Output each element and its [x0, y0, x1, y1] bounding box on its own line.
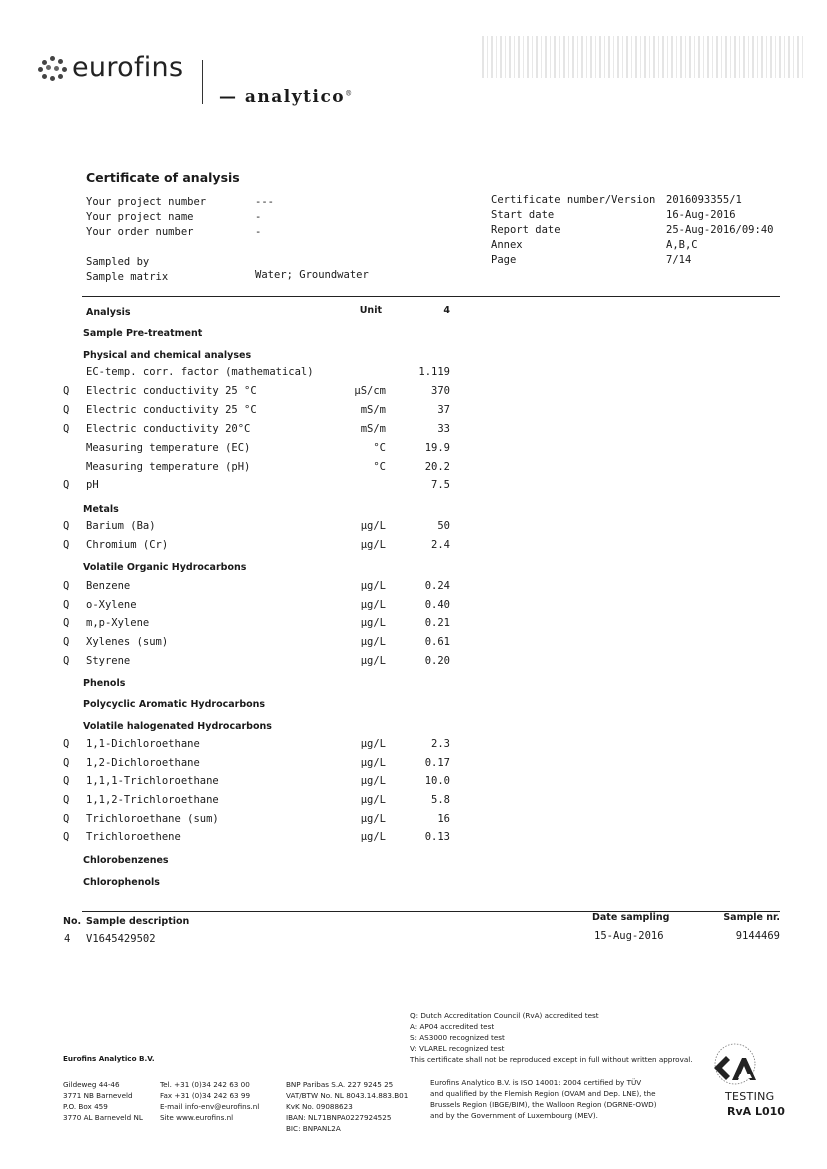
table-row: [0, 404, 827, 422]
parameter-value: 0.24: [424, 580, 450, 592]
rva-code: RvA L010: [727, 1105, 785, 1118]
address-line: 3771 NB Barneveld: [63, 1091, 133, 1100]
company-name: Eurofins Analytico B.V.: [63, 1054, 155, 1063]
project-values: [255, 195, 274, 240]
footer-address: [63, 1079, 143, 1123]
parameter-name: Trichloroethane (sum): [86, 813, 219, 825]
address-line: Gildeweg 44-46: [63, 1080, 120, 1089]
section-phenols: Phenols: [83, 678, 126, 689]
project-number-label: Your project number: [86, 196, 207, 208]
parameter-unit: mS/m: [360, 423, 386, 435]
parameter-unit: µg/L: [360, 831, 386, 843]
accreditation-mark: Q: [63, 539, 70, 551]
parameter-value: 2.4: [431, 539, 450, 551]
legend-v: V: VLAREL recognized test: [410, 1044, 505, 1053]
parameter-value: 0.13: [424, 831, 450, 843]
parameter-value: 10.0: [424, 775, 450, 787]
sub-brand-text: — analytico: [219, 87, 346, 107]
parameter-value: 16: [437, 813, 450, 825]
table-row: [0, 580, 827, 598]
table-row: [0, 636, 827, 654]
table-row: [0, 479, 827, 497]
table-row: [0, 738, 827, 756]
parameter-name: Styrene: [86, 655, 131, 667]
table-row: [0, 617, 827, 635]
legend-s: S: AS3000 recognized test: [410, 1033, 505, 1042]
parameter-unit: °C: [373, 442, 386, 454]
footer-bank: [286, 1079, 408, 1134]
start-date-label: Start date: [491, 209, 555, 221]
accreditation-mark: Q: [63, 385, 70, 397]
certificate-number-value: 2016093355/1: [666, 194, 742, 206]
section-chlorobenzenes: Chlorobenzenes: [83, 855, 169, 866]
sample-no-value: 4: [64, 933, 71, 945]
parameter-unit: µg/L: [360, 757, 386, 769]
parameter-name: Electric conductivity 20°C: [86, 423, 251, 435]
order-number-value: -: [255, 226, 262, 238]
parameter-name: 1,1,1-Trichloroethane: [86, 775, 219, 787]
page-label: Page: [491, 254, 517, 266]
table-end-rule: [82, 911, 780, 912]
section-voc: Volatile Organic Hydrocarbons: [83, 562, 247, 573]
bank-line: VAT/BTW No. NL 8043.14.883.B01: [286, 1091, 409, 1100]
parameter-name: Chromium (Cr): [86, 539, 169, 551]
certificate-values: [666, 193, 773, 268]
sample-description-header: Sample description: [86, 916, 190, 927]
table-row: [0, 520, 827, 538]
parameter-value: 50: [437, 520, 450, 532]
table-row: [0, 423, 827, 441]
legend-q: Q: Dutch Accreditation Council (RvA) accredited test: [410, 1011, 599, 1020]
parameter-value: 0.17: [424, 757, 450, 769]
annex-value: A,B,C: [666, 239, 698, 251]
report-date-label: Report date: [491, 224, 561, 236]
order-number-label: Your order number: [86, 226, 194, 238]
header-rule: [82, 296, 780, 297]
contact-line: Site www.eurofins.nl: [160, 1113, 234, 1122]
parameter-name: Benzene: [86, 580, 131, 592]
accreditation-mark: Q: [63, 479, 70, 491]
accreditation-mark: Q: [63, 599, 70, 611]
parameter-value: 19.9: [424, 442, 450, 454]
table-row: [0, 775, 827, 793]
start-date-value: 16-Aug-2016: [666, 209, 736, 221]
parameter-name: 1,1-Dichloroethane: [86, 738, 200, 750]
accreditation-mark: Q: [63, 831, 70, 843]
parameter-unit: °C: [373, 461, 386, 473]
contact-line: Fax +31 (0)34 242 63 99: [160, 1091, 251, 1100]
accreditation-mark: Q: [63, 794, 70, 806]
parameter-value: 33: [437, 423, 450, 435]
sample-nr-header: Sample nr.: [723, 912, 780, 923]
parameter-unit: mS/m: [360, 404, 386, 416]
certificate-number-label: Certificate number/Version: [491, 194, 656, 206]
parameter-value: 0.61: [424, 636, 450, 648]
parameter-value: 2.3: [431, 738, 450, 750]
accreditation-mark: Q: [63, 655, 70, 667]
parameter-name: o-Xylene: [86, 599, 137, 611]
accreditation-mark: Q: [63, 757, 70, 769]
table-row: [0, 366, 827, 384]
registered-mark: ®: [345, 89, 354, 98]
accreditation-mark: Q: [63, 813, 70, 825]
sample-fields: [86, 255, 168, 285]
bank-line: KvK No. 09088623: [286, 1102, 353, 1111]
project-number-value: ---: [255, 196, 274, 208]
address-line: P.O. Box 459: [63, 1102, 108, 1111]
parameter-name: Trichloroethene: [86, 831, 181, 843]
parameter-name: 1,2-Dichloroethane: [86, 757, 200, 769]
sample-column-header: 4: [443, 305, 450, 316]
accreditation-mark: Q: [63, 520, 70, 532]
footer-certification: [430, 1077, 657, 1121]
parameter-value: 20.2: [424, 461, 450, 473]
parameter-value: 1.119: [418, 366, 450, 378]
rva-logo-icon: [700, 1042, 770, 1090]
parameter-name: Measuring temperature (EC): [86, 442, 251, 454]
table-row: [0, 813, 827, 831]
parameter-value: 5.8: [431, 794, 450, 806]
parameter-unit: µg/L: [360, 580, 386, 592]
parameter-unit: µg/L: [360, 794, 386, 806]
section-physical: Physical and chemical analyses: [83, 350, 252, 361]
parameter-name: Barium (Ba): [86, 520, 156, 532]
table-row: [0, 655, 827, 673]
rva-testing-label: TESTING: [725, 1090, 775, 1103]
parameter-value: 0.20: [424, 655, 450, 667]
parameter-name: EC-temp. corr. factor (mathematical): [86, 366, 314, 378]
parameter-value: 0.21: [424, 617, 450, 629]
table-row: [0, 539, 827, 557]
project-name-value: -: [255, 211, 262, 223]
table-row: [0, 794, 827, 812]
section-pah: Polycyclic Aromatic Hydrocarbons: [83, 699, 266, 710]
contact-line: Tel. +31 (0)34 242 63 00: [160, 1080, 250, 1089]
certification-line: and by the Government of Luxembourg (MEV).: [430, 1111, 598, 1120]
parameter-value: 7.5: [431, 479, 450, 491]
annex-label: Annex: [491, 239, 523, 251]
parameter-value: 37: [437, 404, 450, 416]
sample-description-value: V1645429502: [86, 933, 156, 945]
reproduction-note: This certificate shall not be reproduced except in full without written approval.: [410, 1055, 693, 1064]
accreditation-mark: Q: [63, 423, 70, 435]
table-row: [0, 442, 827, 460]
table-row: [0, 757, 827, 775]
unit-column-header: Unit: [359, 305, 382, 316]
parameter-name: pH: [86, 479, 99, 491]
section-metals: Metals: [83, 504, 119, 515]
accreditation-mark: Q: [63, 775, 70, 787]
parameter-unit: µg/L: [360, 813, 386, 825]
parameter-unit: µg/L: [360, 636, 386, 648]
legend-a: A: AP04 accredited test: [410, 1022, 495, 1031]
parameter-value: 0.40: [424, 599, 450, 611]
sub-brand: [219, 87, 354, 107]
parameter-unit: µg/L: [360, 655, 386, 667]
address-line: 3770 AL Barneveld NL: [63, 1113, 143, 1122]
accreditation-mark: Q: [63, 580, 70, 592]
accreditation-mark: Q: [63, 404, 70, 416]
sample-no-header: No.: [63, 916, 82, 927]
section-pretreatment: Sample Pre-treatment: [83, 328, 203, 339]
parameter-name: Electric conductivity 25 °C: [86, 404, 257, 416]
parameter-unit: µg/L: [360, 599, 386, 611]
parameter-unit: µg/L: [360, 520, 386, 532]
parameter-name: Electric conductivity 25 °C: [86, 385, 257, 397]
bank-line: BIC: BNPANL2A: [286, 1124, 341, 1133]
sample-matrix-label: Sample matrix: [86, 271, 169, 283]
eurofins-logo-icon: [38, 56, 68, 82]
sampled-by-label: Sampled by: [86, 256, 150, 268]
accreditation-mark: Q: [63, 617, 70, 629]
footer-contact: [160, 1079, 259, 1123]
parameter-unit: µS/cm: [354, 385, 386, 397]
accreditation-mark: Q: [63, 636, 70, 648]
accreditation-mark: Q: [63, 738, 70, 750]
certificate-fields: [491, 193, 655, 268]
page-value: 7/14: [666, 254, 692, 266]
parameter-name: Xylenes (sum): [86, 636, 169, 648]
section-vhh: Volatile halogenated Hydrocarbons: [83, 721, 272, 732]
project-fields: [86, 195, 206, 240]
sample-matrix-value: Water; Groundwater: [255, 269, 369, 281]
bank-line: BNP Paribas S.A. 227 9245 25: [286, 1080, 394, 1089]
accreditation-legend: [410, 1010, 693, 1065]
parameter-unit: µg/L: [360, 617, 386, 629]
barcode-stamp: [482, 36, 804, 78]
report-date-value: 25-Aug-2016/09:40: [666, 224, 774, 236]
parameter-value: 370: [431, 385, 450, 397]
table-row: [0, 831, 827, 849]
certification-line: Brussels Region (IBGE/BIM), the Walloon Region (DGRNE-OWD): [430, 1100, 657, 1109]
certification-line: Eurofins Analytico B.V. is ISO 14001: 2004 certified by TÜV: [430, 1078, 642, 1087]
section-chlorophenols: Chlorophenols: [83, 877, 160, 888]
certification-line: and qualified by the Flemish Region (OVAM and Dep. LNE), the: [430, 1089, 656, 1098]
bank-line: IBAN: NL71BNPA0227924525: [286, 1113, 392, 1122]
parameter-unit: µg/L: [360, 539, 386, 551]
parameter-unit: µg/L: [360, 738, 386, 750]
parameter-name: 1,1,2-Trichloroethane: [86, 794, 219, 806]
parameter-unit: µg/L: [360, 775, 386, 787]
parameter-name: Measuring temperature (pH): [86, 461, 251, 473]
sample-nr-value: 9144469: [735, 930, 780, 942]
project-name-label: Your project name: [86, 211, 194, 223]
table-row: [0, 599, 827, 617]
header-divider: [202, 60, 203, 104]
table-row: [0, 461, 827, 479]
analysis-column-header: Analysis: [86, 307, 131, 318]
brand-name: eurofins: [72, 52, 184, 83]
contact-line: E-mail info-env@eurofins.nl: [160, 1102, 260, 1111]
table-row: [0, 385, 827, 403]
date-sampling-header: Date sampling: [592, 912, 670, 923]
parameter-name: m,p-Xylene: [86, 617, 150, 629]
date-sampling-value: 15-Aug-2016: [594, 930, 664, 942]
page-title: Certificate of analysis: [86, 170, 240, 185]
